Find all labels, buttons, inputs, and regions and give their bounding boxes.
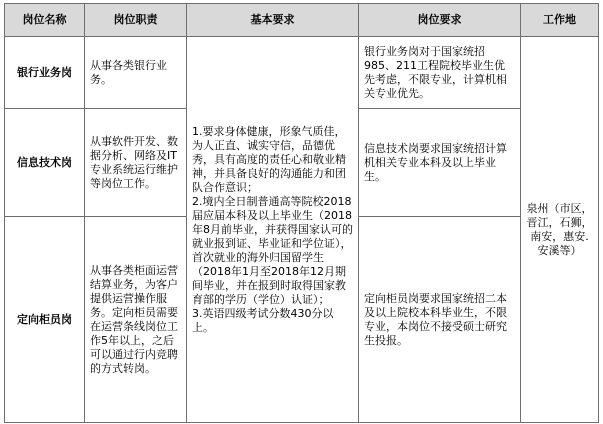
table-row <box>5 37 599 109</box>
job-requirements-table <box>4 3 599 423</box>
position-duty: 从事软件开发、数据分析、网络及IT专业系统运行维护等岗位工作。 <box>85 109 187 217</box>
work-location: 泉州（市区，晋江，石狮，南安，惠安.安溪等） <box>521 37 599 423</box>
basic-requirement-item: 1.要求身体健康，形象气质佳，为人正直、诚实守信，品德优秀，具有高度的责任心和敬业精神，并具备良好的沟通能力和团队合作意识； <box>192 124 346 194</box>
basic-requirement-item: 3.英语四级考试分数430分以上。 <box>192 306 334 334</box>
header-duty: 岗位职责 <box>85 4 187 37</box>
header-location: 工作地 <box>521 4 599 37</box>
position-requirement: 银行业务岗对于国家统招985、211工程院校毕业生优先考虑，不限专业，计算机相关专业优先。 <box>359 37 521 109</box>
header-basic: 基本要求 <box>187 4 359 37</box>
header-row <box>5 4 599 37</box>
position-name: 银行业务岗 <box>5 37 85 109</box>
header-requirement: 岗位要求 <box>359 4 521 37</box>
position-requirement: 信息技术岗要求国家统招计算机相关专业本科及以上毕业生。 <box>359 109 521 217</box>
position-duty: 从事各类银行业务。 <box>85 37 187 109</box>
basic-requirement-item: 2.境内全日制普通高等院校2018届应届本科及以上毕业生（2018年8月前毕业，并获得国家认可的就业报到证、毕业证和学位证），首次就业的海外归国留学生（2018年1月至2018年12月期间毕业，并在报到时取得国家教育部的学历（学位）认证）； <box>192 194 353 306</box>
position-name: 定向柜员岗 <box>5 217 85 423</box>
position-name: 信息技术岗 <box>5 109 85 217</box>
position-duty: 从事各类柜面运营结算业务，为客户提供运营操作服务。定向柜员需要在运营条线岗位工作5年以上，之后可以通过行内竞聘的方式转岗。 <box>85 217 187 423</box>
header-position: 岗位名称 <box>5 4 85 37</box>
position-requirement: 定向柜员岗要求国家统招二本及以上院校本科毕业生，不限专业，本岗位不接受硕士研究生投报。 <box>359 217 521 423</box>
basic-requirements <box>187 37 359 423</box>
